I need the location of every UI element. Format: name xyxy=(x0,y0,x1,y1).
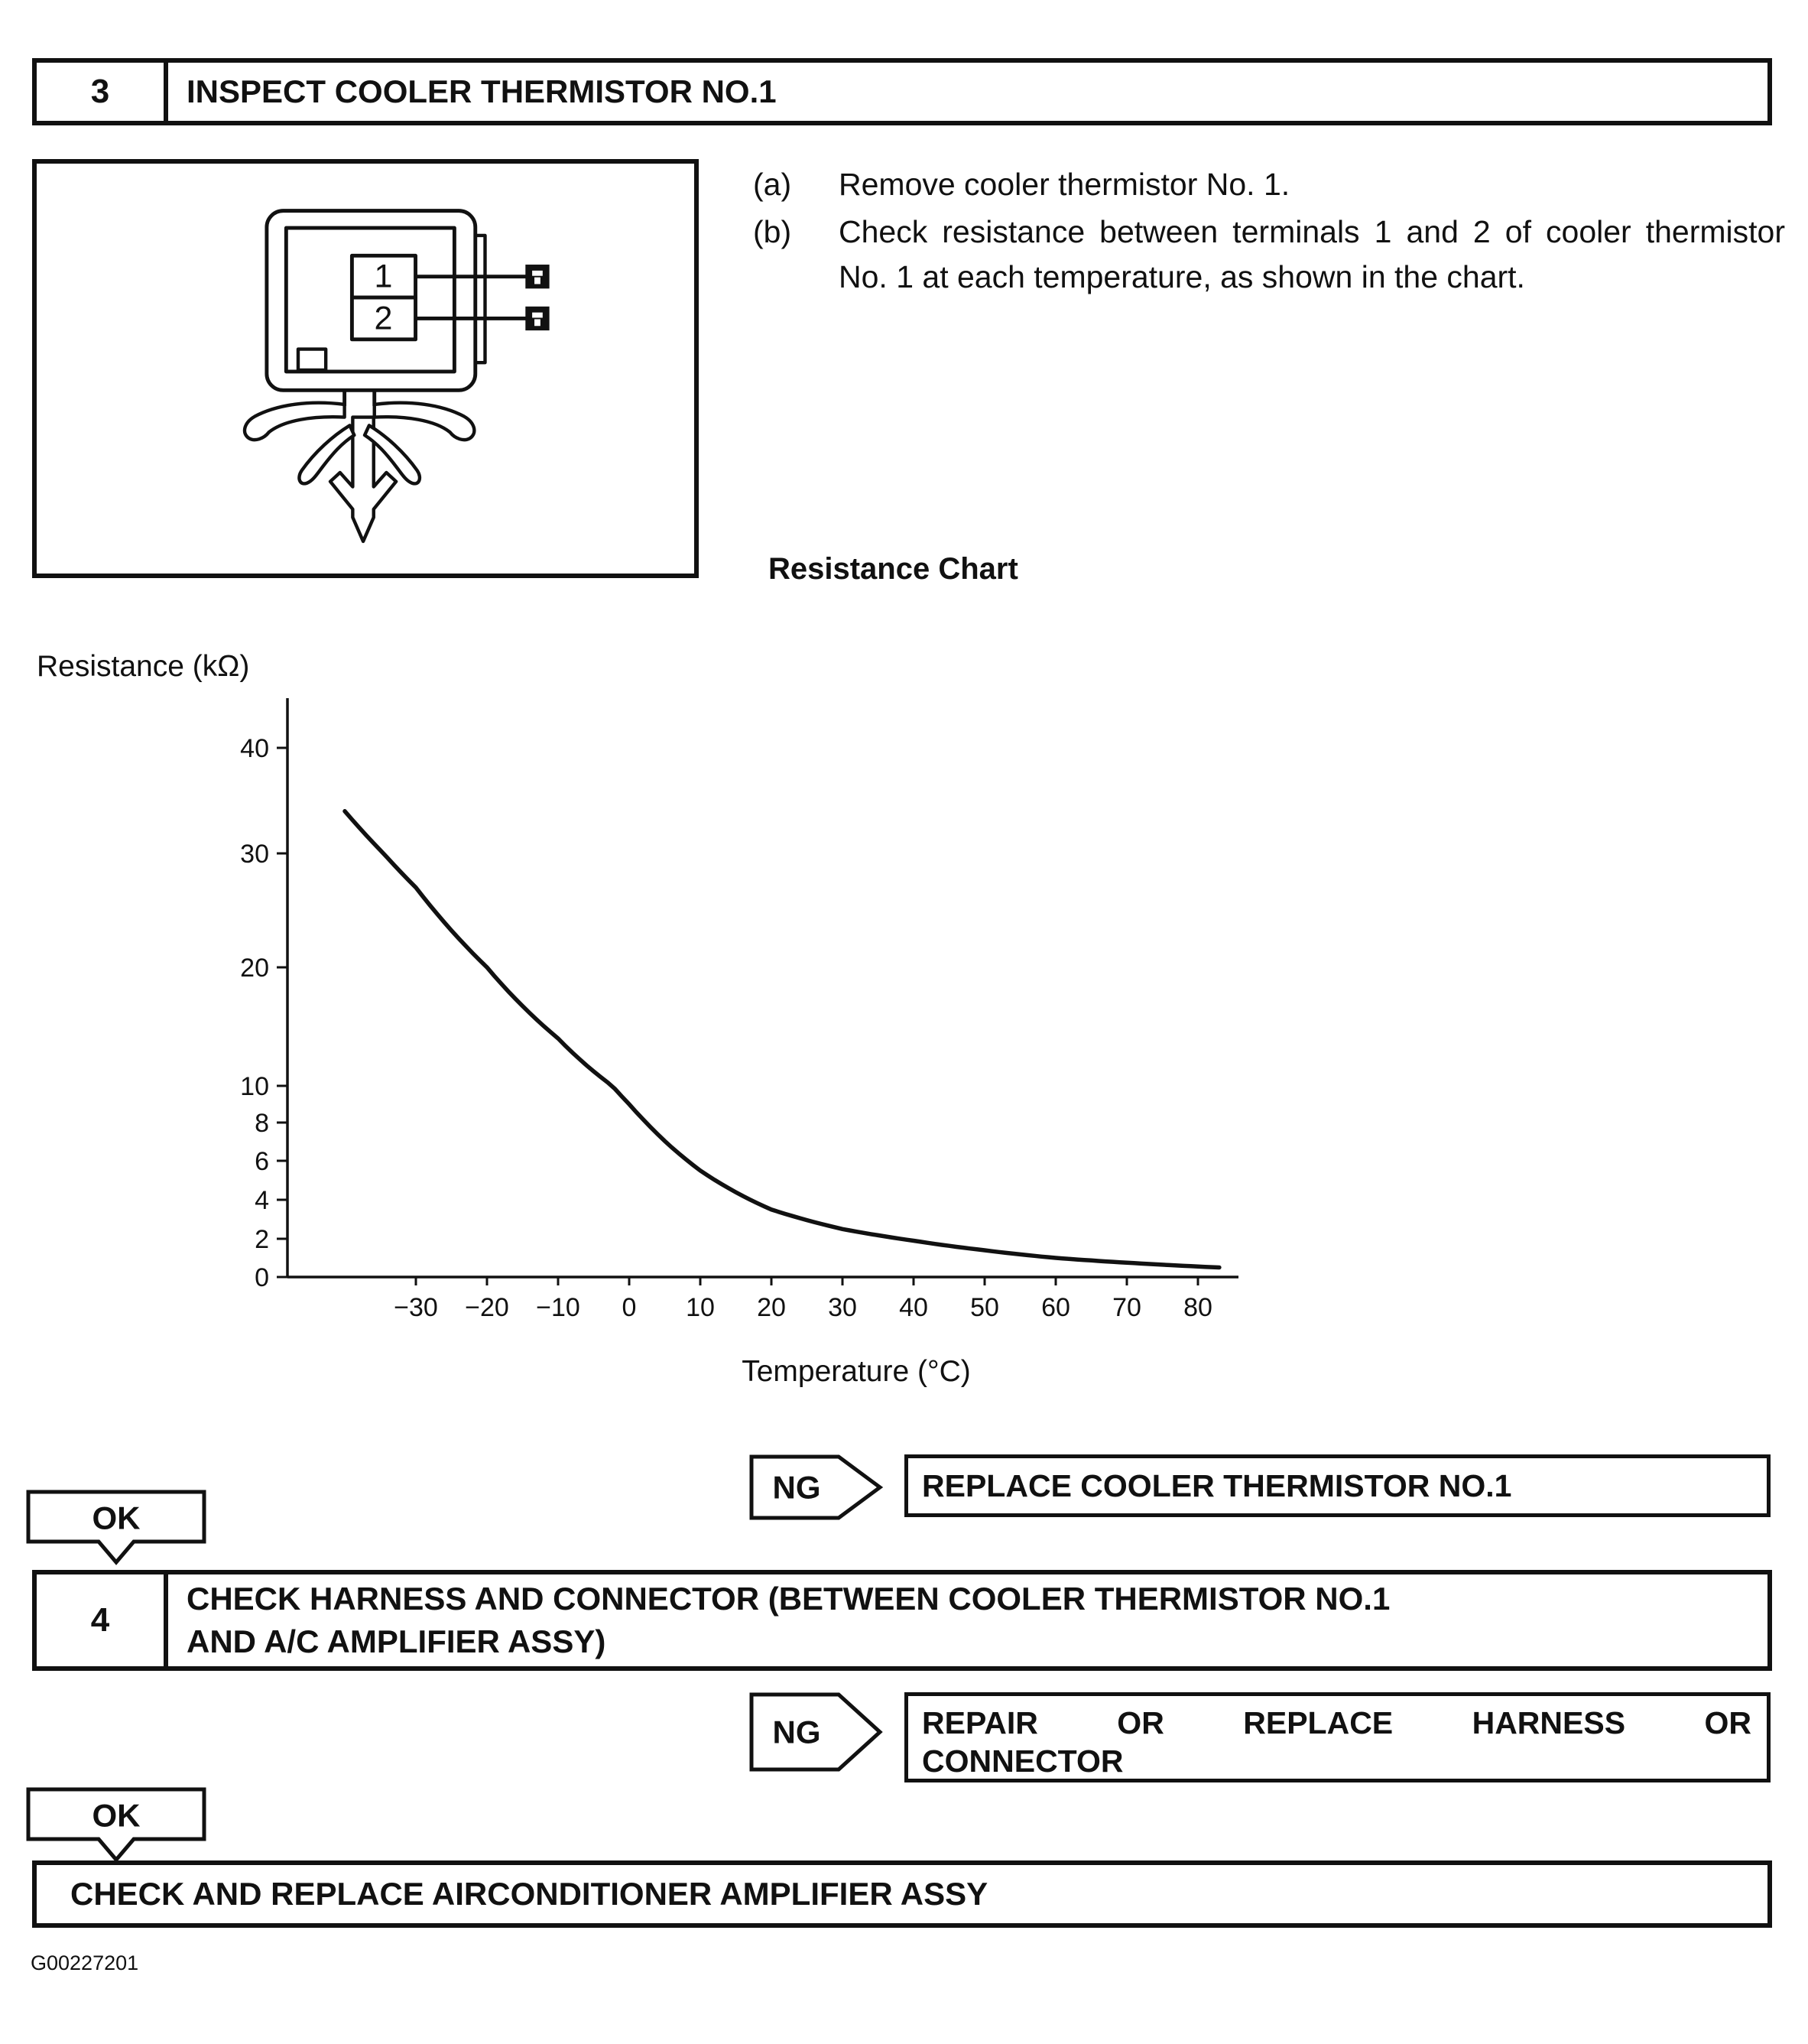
step-title xyxy=(168,1574,1767,1666)
ohmmeter-probe-icon xyxy=(525,265,549,288)
y-tick-label: 2 xyxy=(255,1225,269,1254)
y-tick-label: 20 xyxy=(240,954,269,983)
connector-drawing xyxy=(37,164,694,574)
x-tick-label: 60 xyxy=(1041,1293,1070,1322)
clip-wing-left xyxy=(245,403,345,440)
clip-wing-right xyxy=(375,403,475,440)
final-action-box xyxy=(32,1860,1772,1928)
step-4-header xyxy=(32,1570,1772,1671)
x-tick-label: −20 xyxy=(465,1293,509,1322)
instruction-b-label: (b) xyxy=(753,214,792,249)
ok-label: OK xyxy=(92,1500,141,1536)
result-box-repair-harness xyxy=(904,1692,1771,1782)
terminal-1-label: 1 xyxy=(374,258,393,295)
terminal-2-label: 2 xyxy=(374,300,393,337)
x-tick-label: 40 xyxy=(899,1293,928,1322)
ok-tag xyxy=(26,1787,206,1865)
resistance-chart xyxy=(222,684,1269,1441)
ng-tag xyxy=(749,1454,884,1520)
x-tick-label: 70 xyxy=(1112,1293,1141,1322)
instruction-a-text: Remove cooler thermistor No. 1. xyxy=(839,167,1290,202)
x-axis-ticks xyxy=(394,1277,1212,1322)
step-title-line: AND A/C AMPLIFIER ASSY) xyxy=(187,1623,606,1659)
result-text-line: REPAIR OR REPLACE HARNESS OR xyxy=(922,1705,1751,1740)
result-text-line: CONNECTOR xyxy=(922,1743,1124,1779)
connector-key-slot xyxy=(298,349,326,370)
x-tick-label: 50 xyxy=(970,1293,999,1322)
step-title-line: CHECK HARNESS AND CONNECTOR (BETWEEN COOLER THERMISTOR NO.1 xyxy=(187,1581,1391,1617)
y-tick-label: 40 xyxy=(240,734,269,763)
instruction-a-label: (a) xyxy=(753,167,792,202)
y-tick-label: 6 xyxy=(255,1147,269,1176)
step-number: 3 xyxy=(37,63,168,121)
step-number: 4 xyxy=(37,1574,168,1666)
y-tick-label: 10 xyxy=(240,1072,269,1101)
chart-heading: Resistance Chart xyxy=(768,552,1018,586)
ng-label: NG xyxy=(772,1469,821,1506)
instruction-a xyxy=(753,162,1785,207)
final-action-text: CHECK AND REPLACE AIRCONDITIONER AMPLIFIER ASSY xyxy=(70,1876,988,1912)
y-tick-label: 8 xyxy=(255,1109,269,1138)
x-tick-label: 30 xyxy=(828,1293,857,1322)
x-axis-title: Temperature (°C) xyxy=(742,1355,971,1388)
y-axis-ticks xyxy=(240,734,287,1292)
step-3-header xyxy=(32,58,1772,125)
ok-label: OK xyxy=(92,1797,141,1834)
resistance-curve xyxy=(345,811,1219,1268)
result-text: REPLACE COOLER THERMISTOR NO.1 xyxy=(922,1467,1512,1503)
y-axis-title: Resistance (kΩ) xyxy=(37,650,250,683)
x-tick-label: 0 xyxy=(622,1293,637,1322)
x-tick-label: −10 xyxy=(536,1293,580,1322)
instruction-b xyxy=(753,210,1785,300)
x-tick-label: −30 xyxy=(394,1293,438,1322)
instruction-list xyxy=(753,162,1785,302)
ng-label: NG xyxy=(772,1714,821,1750)
figure-id: G00227201 xyxy=(31,1951,139,1974)
thermistor-illustration xyxy=(32,159,699,578)
y-tick-label: 4 xyxy=(255,1186,269,1215)
result-box-replace-thermistor xyxy=(904,1454,1771,1517)
y-tick-label: 30 xyxy=(240,840,269,869)
ok-tag xyxy=(26,1490,206,1568)
x-tick-label: 20 xyxy=(757,1293,786,1322)
clip-lower-arm-left xyxy=(299,425,354,483)
step-title: INSPECT COOLER THERMISTOR NO.1 xyxy=(187,73,777,109)
ng-tag xyxy=(749,1692,884,1772)
y-tick-label: 0 xyxy=(255,1263,269,1292)
x-tick-label: 10 xyxy=(686,1293,715,1322)
ohmmeter-probe-icon xyxy=(525,307,549,330)
instruction-b-text: Check resistance between terminals 1 and 2 of cooler thermistor No. 1 at each temperature, as shown in the chart. xyxy=(839,214,1785,294)
x-tick-label: 80 xyxy=(1183,1293,1212,1322)
